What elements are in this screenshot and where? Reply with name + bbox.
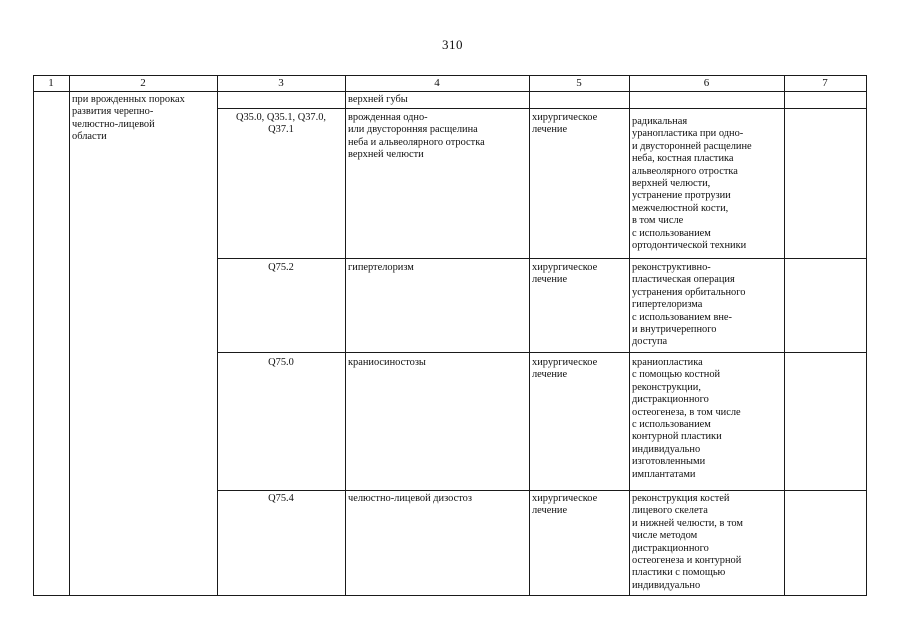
row-divider: [217, 108, 867, 109]
treatment-type-cell: хирургическое лечение: [532, 262, 598, 286]
treatment-method-cell: радикальная уранопластика при одно- и двусторонней расщелине неба, костная пластика альвеолярного отростка верхней челюсти, устранение протрузии межчелюстной кости, в том числе с использованием ортодонтической техники: [632, 116, 752, 252]
icd-code-cell: Q75.0: [268, 357, 294, 368]
column-header-6: 6: [703, 77, 710, 89]
pathology-group-cell: при врожденных пороках развития черепно- челюстно-лицевой области: [72, 94, 185, 143]
table-border-top: [33, 75, 867, 76]
column-header-7: 7: [822, 77, 828, 89]
treatment-method-cell: реконструкция костей лицевого скелета и нижней челюсти, в том числе методом дистракционного остеогенеза и контурной пластики с помощью индивидуально: [632, 493, 743, 591]
table-border-bottom: [33, 595, 867, 596]
row-divider: [217, 490, 867, 491]
column-header-2: 2: [140, 77, 146, 89]
column-divider: [217, 75, 218, 595]
column-divider: [529, 75, 530, 595]
table-border-left: [33, 75, 34, 595]
disease-cell: краниосиностозы: [348, 357, 426, 368]
column-header-4: 4: [434, 77, 440, 89]
header-rule: [33, 91, 867, 92]
column-divider: [629, 75, 630, 595]
icd-code-cell: Q75.2: [268, 262, 294, 273]
column-header-3: 3: [278, 77, 284, 89]
column-header-1: 1: [48, 77, 54, 89]
disease-cell: врожденная одно- или двусторонняя расщелина неба и альвеолярного отростка верхней челюсти: [348, 112, 485, 161]
disease-cell: челюстно-лицевой дизостоз: [348, 493, 472, 504]
treatment-type-cell: хирургическое лечение: [532, 493, 598, 517]
row-divider: [217, 258, 867, 259]
column-divider: [69, 75, 70, 595]
treatment-method-cell: краниопластика с помощью костной реконструкции, дистракционного остеогенеза, в том числе с использованием контурной пластики индивидуально изготовленными имплантатами: [632, 357, 741, 480]
row-divider: [217, 352, 867, 353]
treatment-type-cell: хирургическое лечение: [532, 112, 598, 136]
column-divider: [784, 75, 785, 595]
table-border-right: [866, 75, 867, 595]
page-number: 310: [442, 37, 463, 52]
icd-code-cell: Q75.4: [268, 493, 294, 504]
treatment-type-cell: хирургическое лечение: [532, 357, 598, 381]
treatment-method-cell: реконструктивно- пластическая операция устранения орбитального гипертелоризма с использованием вне- и внутричерепного доступа: [632, 262, 746, 348]
column-divider: [345, 75, 346, 595]
icd-code-cell: Q35.0, Q35.1, Q37.0, Q37.1: [235, 112, 327, 136]
disease-cell: гипертелоризм: [348, 262, 414, 273]
column-header-5: 5: [576, 77, 582, 89]
continuation-disease-cell: верхней губы: [348, 94, 408, 105]
